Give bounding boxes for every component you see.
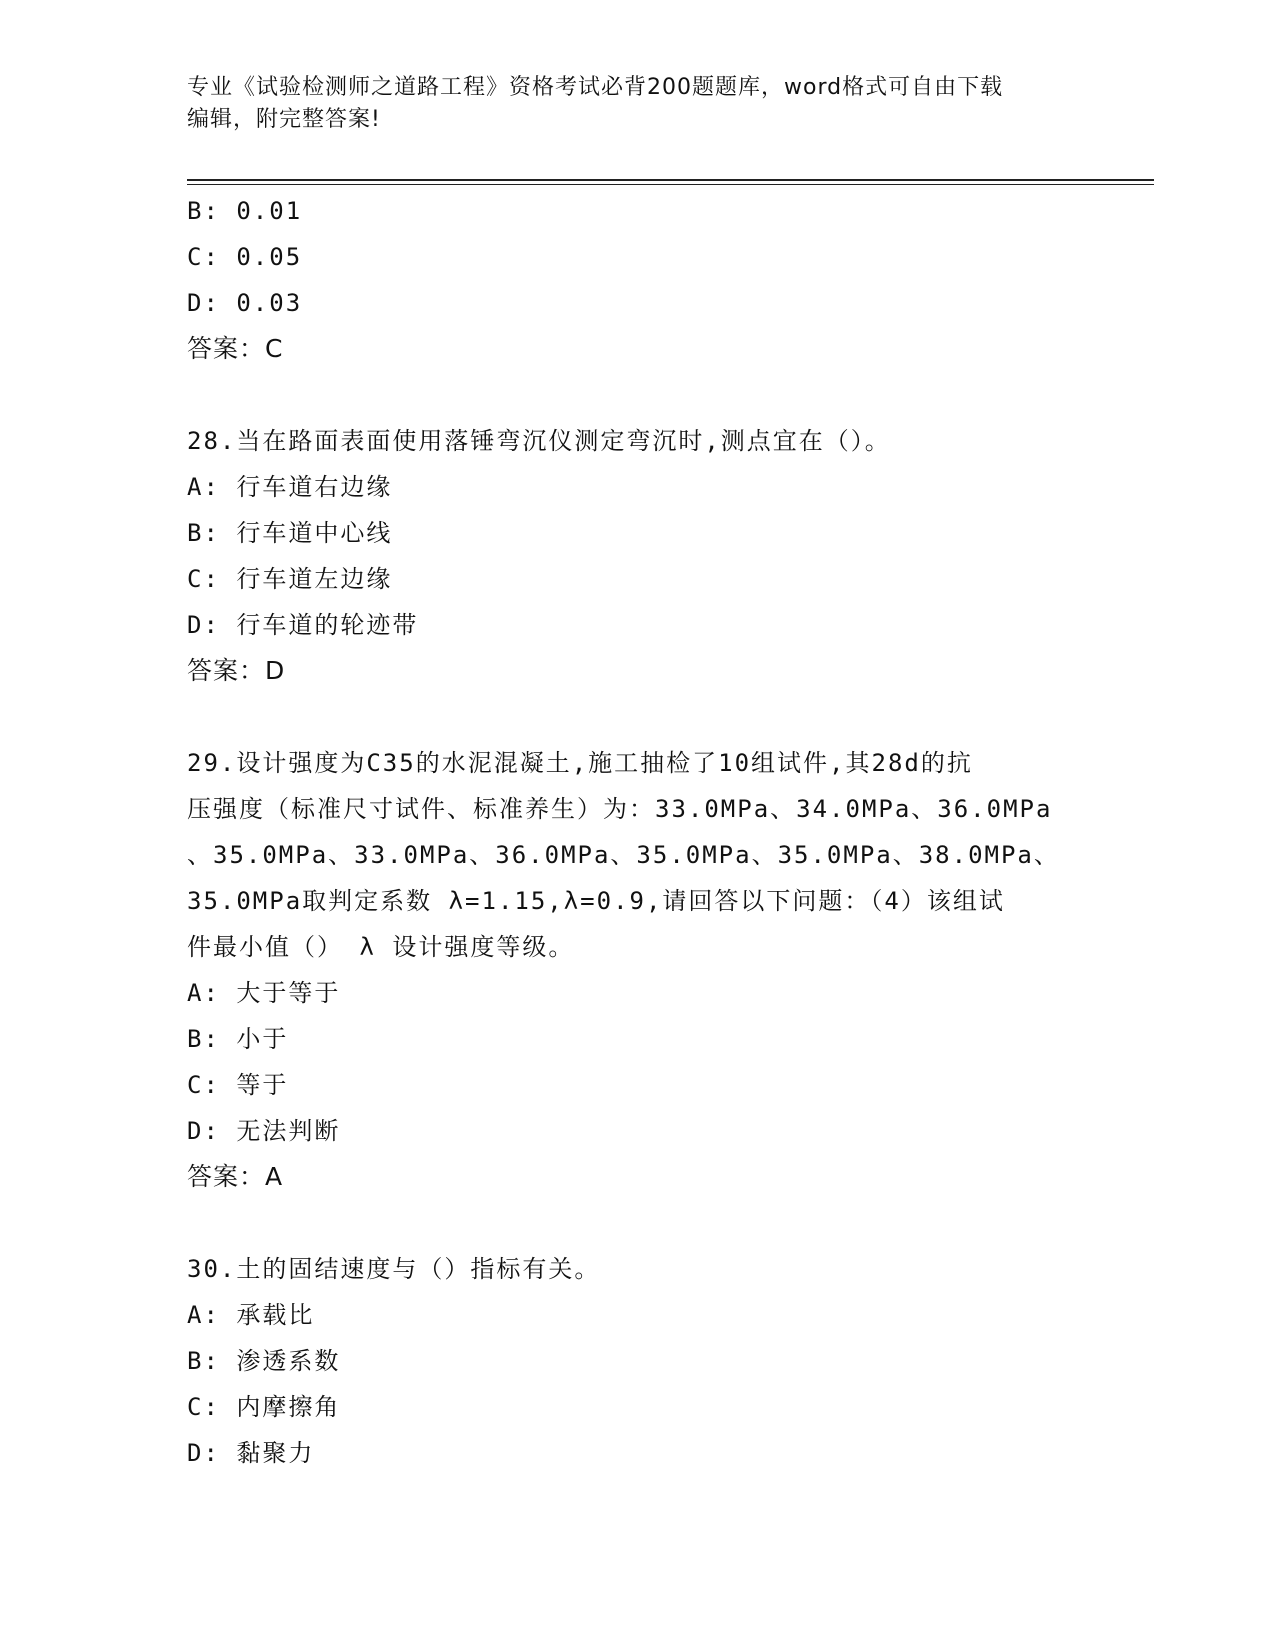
question-28 bbox=[187, 418, 1087, 694]
option-b: B: 小于 bbox=[187, 1025, 289, 1053]
option-a: A: 大于等于 bbox=[187, 979, 341, 1007]
option-d: D: 行车道的轮迹带 bbox=[187, 611, 419, 639]
answer-line: 答案：A bbox=[187, 1162, 284, 1191]
spacer bbox=[187, 694, 1087, 740]
header-divider-thin bbox=[187, 184, 1154, 185]
option-a: A: 行车道右边缘 bbox=[187, 473, 393, 501]
header-title-line-1: 专业《试验检测师之道路工程》资格考试必背200题题库，word格式可自由下载 bbox=[187, 75, 1004, 100]
answer-line: 答案：D bbox=[187, 656, 286, 685]
option-a: A: 承载比 bbox=[187, 1301, 315, 1329]
option-c: C: 行车道左边缘 bbox=[187, 565, 393, 593]
spacer bbox=[187, 372, 1087, 418]
question-30 bbox=[187, 1246, 1087, 1476]
question-stem-line: 30.土的固结速度与（）指标有关。 bbox=[187, 1255, 601, 1283]
option-b: B: 行车道中心线 bbox=[187, 519, 393, 547]
option-c: C: 内摩擦角 bbox=[187, 1393, 341, 1421]
option-d: D: 0.03 bbox=[187, 289, 303, 317]
option-c: C: 等于 bbox=[187, 1071, 289, 1099]
question-stem-line: 28.当在路面表面使用落锤弯沉仪测定弯沉时,测点宜在（）。 bbox=[187, 427, 891, 455]
header-divider-thick bbox=[187, 179, 1154, 181]
spacer bbox=[187, 1200, 1087, 1246]
header-title-line-2: 编辑，附完整答案! bbox=[187, 107, 381, 132]
option-b: B: 0.01 bbox=[187, 197, 303, 225]
option-c: C: 0.05 bbox=[187, 243, 303, 271]
option-d: D: 无法判断 bbox=[187, 1117, 341, 1145]
question-29 bbox=[187, 740, 1087, 1200]
option-d: D: 黏聚力 bbox=[187, 1439, 315, 1467]
answer-line: 答案：C bbox=[187, 334, 284, 363]
document-header bbox=[187, 72, 1087, 136]
question-stem-line: 29.设计强度为C35的水泥混凝土,施工抽检了10组试件,其28d的抗 bbox=[187, 749, 973, 777]
question-stem bbox=[187, 1246, 1087, 1292]
question-stem-line: 、35.0MPa、33.0MPa、36.0MPa、35.0MPa、35.0MPa、38.0MPa、 bbox=[187, 841, 1060, 869]
question-27-continuation bbox=[187, 188, 1087, 372]
question-stem bbox=[187, 418, 1087, 464]
option-b: B: 渗透系数 bbox=[187, 1347, 341, 1375]
question-content bbox=[187, 188, 1087, 1476]
question-stem-line: 压强度（标准尺寸试件、标准养生）为：33.0MPa、34.0MPa、36.0MPa bbox=[187, 795, 1053, 823]
question-stem-line: 35.0MPa取判定系数 λ=1.15,λ=0.9,请回答以下问题：（4）该组试 bbox=[187, 887, 1005, 915]
question-stem bbox=[187, 740, 1087, 970]
question-stem-line: 件最小值（） λ 设计强度等级。 bbox=[187, 933, 575, 961]
